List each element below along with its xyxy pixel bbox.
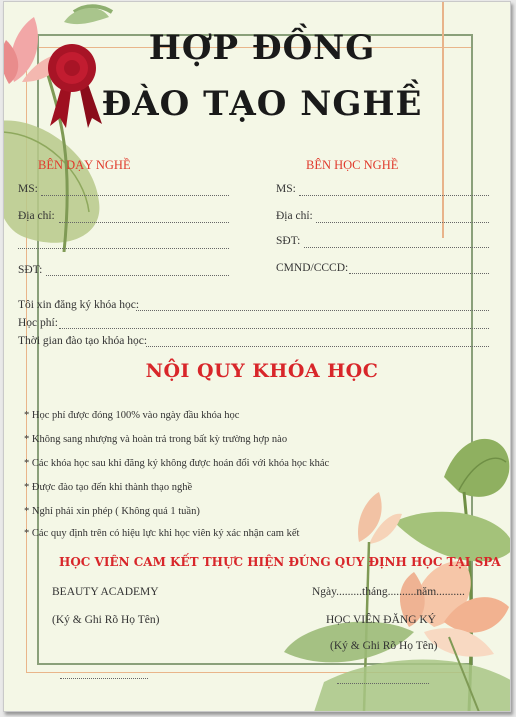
teacher-address-label: Địa chỉ: <box>18 210 55 222</box>
student-ms-field[interactable] <box>299 195 489 196</box>
academy-sign-note: (Ký & Ghi Rõ Họ Tên) <box>52 614 160 626</box>
course-register-label: Tôi xin đăng ký khóa học: <box>18 299 140 311</box>
rule-item: * Được đào tạo đến khi thành thạo nghề <box>24 482 193 493</box>
teacher-address-field[interactable] <box>59 222 229 223</box>
student-id-field[interactable] <box>349 273 489 274</box>
student-phone-label: SĐT: <box>276 235 301 247</box>
student-address-label: Địa chỉ: <box>276 210 313 222</box>
document-title-line-2: ĐÀO TẠO NGHỀ <box>101 84 423 124</box>
party-teacher-heading: BÊN DẠY NGHỀ <box>38 158 131 172</box>
student-signature-field[interactable] <box>337 683 429 684</box>
course-duration-label: Thời gian đào tạo khóa học: <box>18 335 148 347</box>
course-duration-field[interactable] <box>146 346 489 347</box>
teacher-address-field-2[interactable] <box>18 248 229 249</box>
signature-date: Ngày.........tháng..........năm.......... <box>312 586 465 598</box>
rule-item: * Các quy định trên có hiệu lực khi học viên ký xác nhận cam kết <box>24 528 300 539</box>
academy-name: BEAUTY ACADEMY <box>52 586 159 598</box>
student-ms-label: MS: <box>276 183 296 195</box>
teacher-ms-label: MS: <box>18 183 38 195</box>
teacher-ms-field[interactable] <box>41 195 229 196</box>
student-phone-field[interactable] <box>304 247 489 248</box>
party-student-heading: BÊN HỌC NGHỀ <box>306 158 399 172</box>
course-fee-field[interactable] <box>59 328 489 329</box>
student-id-label: CMND/CCCD: <box>276 262 349 274</box>
commitment-statement: HỌC VIÊN CAM KẾT THỰC HIỆN ĐÚNG QUY ĐỊNH HỌC TẠI SPA <box>59 555 501 569</box>
teacher-phone-label: SĐT: <box>18 264 43 276</box>
rule-item: * Nghỉ phải xin phép ( Không quá 1 tuần) <box>24 506 200 517</box>
rule-item: * Không sang nhượng và hoàn trả trong bất kỳ trường hợp nào <box>24 434 288 445</box>
rule-item: * Các khóa học sau khi đăng ký không được hoán đổi với khóa học khác <box>24 458 330 469</box>
student-address-field[interactable] <box>316 222 489 223</box>
rules-heading: NỘI QUY KHÓA HỌC <box>145 360 379 382</box>
student-sign-title: HỌC VIÊN ĐĂNG KÝ <box>326 614 436 626</box>
course-register-field[interactable] <box>136 310 489 311</box>
teacher-phone-field[interactable] <box>46 275 229 276</box>
academy-signature-field[interactable] <box>60 678 148 679</box>
document-page <box>3 1 511 712</box>
course-fee-label: Học phí: <box>18 317 58 329</box>
student-sign-note: (Ký & Ghi Rõ Họ Tên) <box>330 640 438 652</box>
rule-item: * Học phí được đóng 100% vào ngày đầu khóa học <box>24 410 240 421</box>
document-title-line-1: HỢP ĐỒNG <box>148 28 376 68</box>
